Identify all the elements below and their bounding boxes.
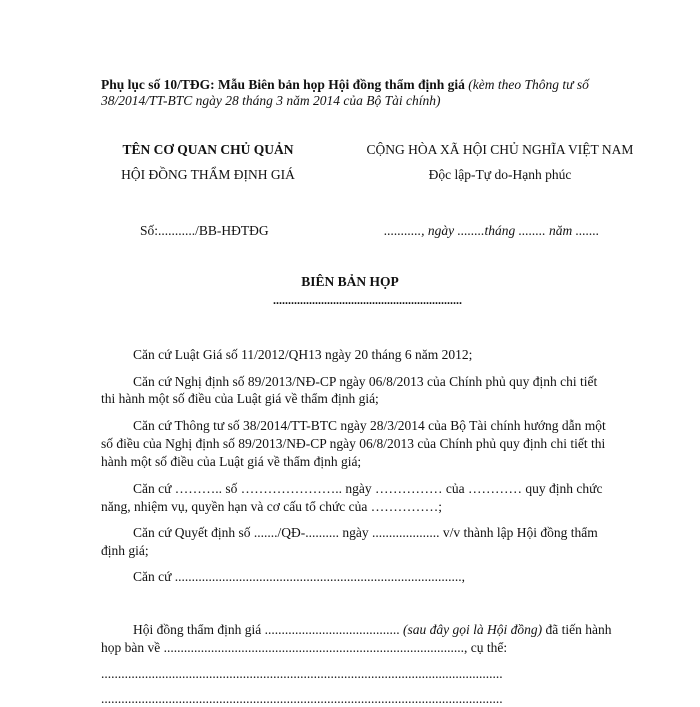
agency-name: HỘI ĐỒNG THẨM ĐỊNH GIÁ — [121, 167, 295, 182]
document-subtitle-dots: ............................................................... — [273, 293, 462, 307]
appendix-reference: (kèm theo Thông tư số — [468, 77, 589, 92]
national-title: CỘNG HÒA XÃ HỘI CHỦ NGHĨA VIỆT NAM — [366, 142, 634, 157]
content-dots-line2: ....................................................................................................................... — [101, 691, 503, 706]
appendix-lead: Phụ lục số 10/TĐG: Mẫu Biên bản họp Hội đồng thẩm định giá — [101, 77, 465, 92]
basis-circular-line3: hành một số điều của Luật giá về thẩm định giá; — [101, 454, 362, 469]
content-dots-line1: ....................................................................................................................... — [101, 666, 503, 681]
basis-decree-line2: thi hành một số điều của Luật giá về thẩm định giá; — [101, 391, 379, 406]
basis-circular-line1: Căn cứ Thông tư số 38/2014/TT-BTC ngày 28/3/2014 của Bộ Tài chính hướng dẫn một — [133, 418, 606, 433]
basis-function-line1: Căn cứ ……….. số ………………….. ngày …………… của ………… quy định chức — [133, 481, 603, 496]
basis-decree-line1: Căn cứ Nghị định số 89/2013/NĐ-CP ngày 06/8/2013 của Chính phủ quy định chi tiết — [133, 374, 598, 389]
appendix-heading — [101, 76, 589, 93]
agency-parent-name: TÊN CƠ QUAN CHỦ QUẢN — [122, 142, 294, 157]
council-meeting-action: đã tiến hành — [545, 622, 612, 637]
council-meeting-line2: họp bàn về ........................................................................................., cụ thể: — [101, 640, 508, 655]
document-number: Số:.........../BB-HĐTĐG — [140, 223, 269, 238]
council-meeting-text: Hội đồng thẩm định giá ........................................ — [133, 622, 400, 637]
basis-law: Căn cứ Luật Giá số 11/2012/QH13 ngày 20 tháng 6 năm 2012; — [133, 347, 473, 362]
council-meeting-line1 — [133, 621, 611, 638]
council-meeting-alias: (sau đây gọi là Hội đồng) — [403, 622, 543, 637]
basis-decision-line2: định giá; — [101, 543, 149, 558]
national-motto: Độc lập-Tự do-Hạnh phúc — [428, 167, 572, 182]
basis-decision-line1: Căn cứ Quyết định số ......./QĐ-.......... ngày .................... v/v thành lập Hội đồng thẩm — [133, 525, 598, 540]
document-date-line: ..........., ngày ........tháng ........ năm ....... — [384, 223, 600, 238]
basis-circular-line2: số điều của Nghị định số 89/2013/NĐ-CP ngày 06/8/2013 của Chính phủ quy định chi tiết thi — [101, 436, 606, 451]
appendix-reference-line2: 38/2014/TT-BTC ngày 28 tháng 3 năm 2014 của Bộ Tài chính) — [101, 93, 441, 108]
basis-function-line2: năng, nhiệm vụ, quyền hạn và cơ cấu tổ chức của ……………; — [101, 499, 442, 514]
document-title: BIÊN BẢN HỌP — [301, 274, 399, 289]
basis-other: Căn cứ ....................................................................................., — [133, 569, 466, 584]
